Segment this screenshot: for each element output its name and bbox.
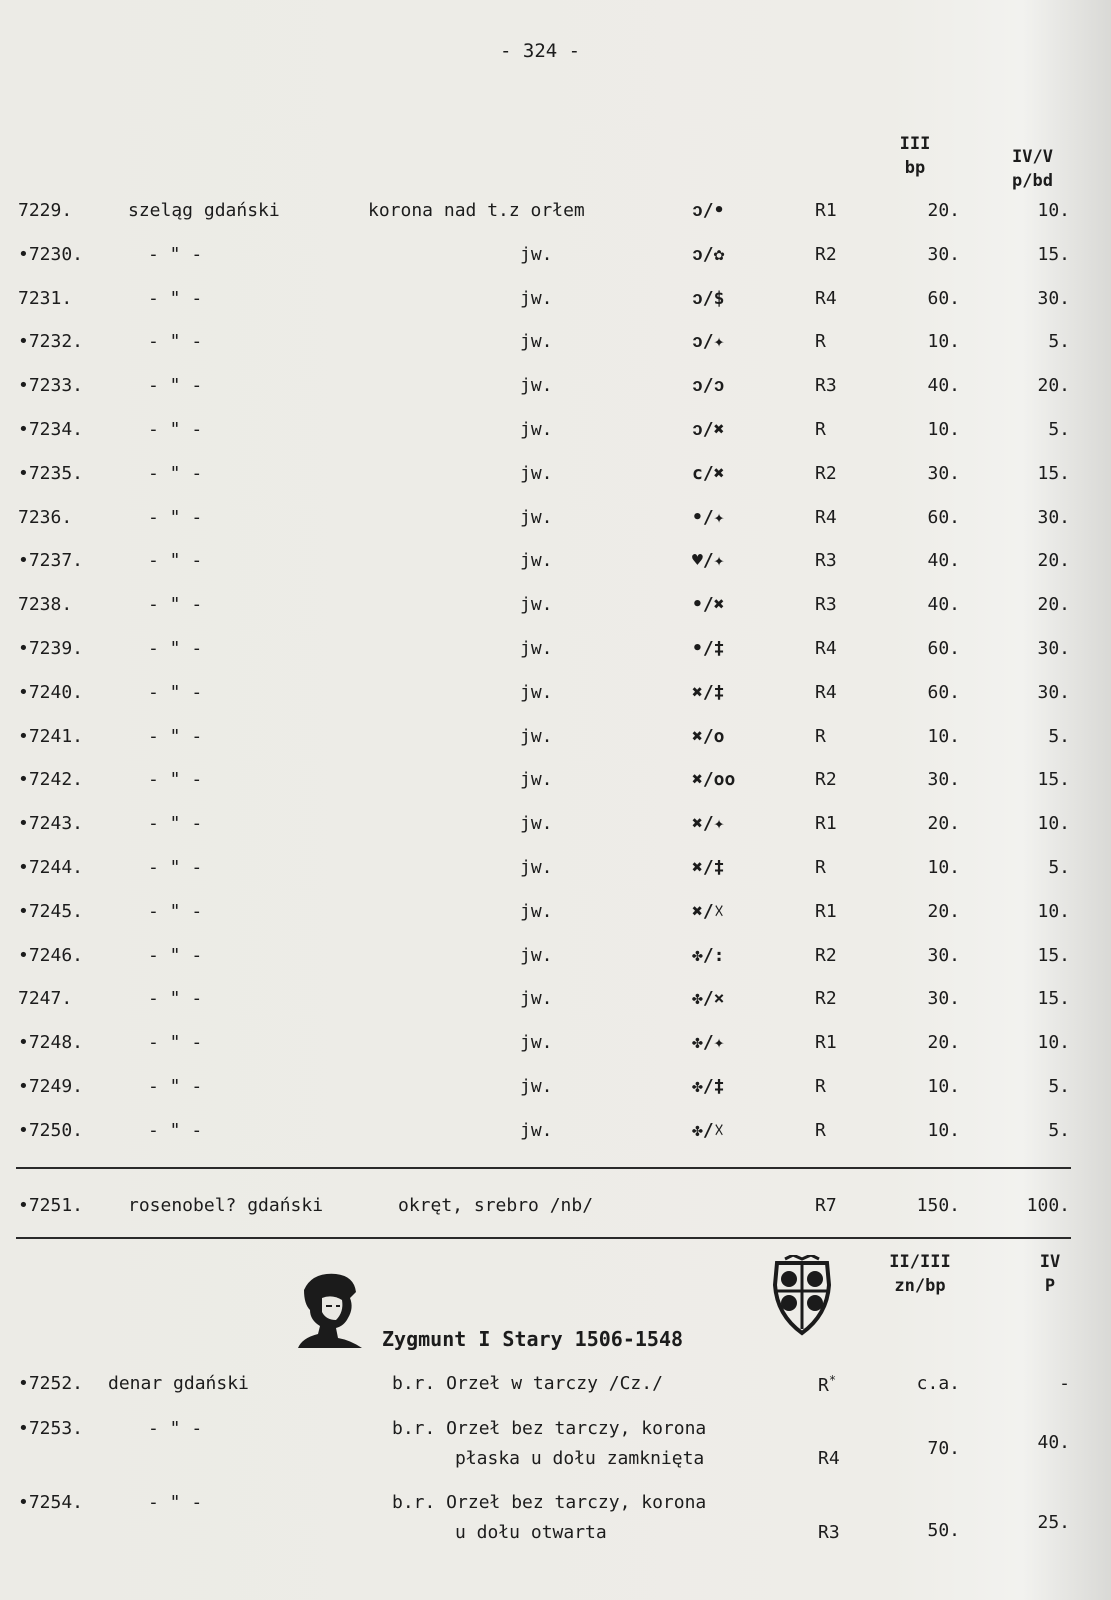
rarity: R [815,725,826,747]
value-iv-v: 30. [1037,506,1070,528]
entry-description: jw. [520,681,553,703]
entry-description: okręt, srebro /nb/ [398,1195,594,1216]
col-header-iv-top: IV [1039,1252,1061,1272]
entry-number: •7251. [18,1195,84,1216]
rarity: R2 [815,462,837,484]
entry-number: •7237. [18,550,84,572]
entry-description: jw. [520,988,553,1010]
table-row [0,901,1111,941]
mint-mark: ✤/× [692,988,725,1010]
entry-name: - " - [148,331,203,353]
entry-name: - " - [148,1418,203,1439]
value-iv-v: 15. [1037,243,1070,265]
entry-name: - " - [148,638,203,659]
mint-mark: ✤/: [692,944,725,966]
value-iii: 10. [927,1119,960,1141]
mint-mark: ✖/‡ [692,857,725,878]
value-iv-v: 10. [1037,1032,1070,1054]
entry-name: - " - [148,594,203,616]
mint-mark: ✤/‡ [692,1076,725,1097]
mint-mark: c/✖ [692,462,725,484]
table-row [0,331,1111,371]
entry-name: - " - [148,1032,203,1054]
mint-mark: •/‡ [692,638,725,659]
col-header-iv-v-top: IV/V [1012,147,1053,167]
value-iii: 60. [927,681,960,703]
table-row-7251 [0,1195,1111,1235]
entry-number: •7252. [18,1373,84,1394]
entry-description-continued: płaska u dołu zamknięta [455,1448,705,1469]
table-row [0,1032,1111,1072]
value-iii: 40. [927,375,960,397]
entry-number: •7242. [18,769,84,791]
entry-number: •7233. [18,375,84,397]
entry-number: •7239. [18,638,84,659]
table-row [0,988,1111,1028]
mint-mark: ✖/✦ [692,813,725,835]
value-iv-v: 20. [1037,594,1070,616]
entry-description: jw. [520,331,553,353]
entry-number: •7246. [18,944,84,966]
value-iv-v: 20. [1037,550,1070,572]
entry-number: •7253. [18,1418,84,1439]
entry-description-continued: u dołu otwarta [455,1522,607,1543]
col-header-iii-top: III [899,134,931,154]
table-row [0,463,1111,503]
value-iv: - [1059,1373,1070,1394]
entry-number: •7240. [18,681,84,703]
value-ii-iii: c.a. [916,1373,960,1394]
rarity: R1 [815,900,837,922]
value-iv-v: 10. [1037,813,1070,835]
mint-mark: ↄ/✿ [692,243,725,265]
coat-of-arms-icon [767,1255,837,1337]
entry-name: - " - [148,988,203,1010]
rarity: R7 [815,1195,837,1216]
value-iv-v: 5. [1048,419,1070,440]
value-iii: 10. [927,331,960,353]
entry-description: jw. [520,725,553,747]
entry-number: •7235. [18,462,84,484]
value-iii: 40. [927,594,960,616]
value-iv-v: 15. [1037,944,1070,966]
value-iv-v: 5. [1048,1076,1070,1097]
value-iv-v: 30. [1037,287,1070,309]
divider-rule [16,1167,1071,1169]
entry-description: jw. [520,1119,553,1141]
entry-name: - " - [148,1119,203,1141]
entry-description: jw. [520,813,553,835]
value-iv-v: 20. [1037,375,1070,397]
table-row [0,594,1111,634]
value-iii: 10. [927,419,960,440]
value-iv-v: 5. [1048,331,1070,353]
value-iii: 20. [927,900,960,922]
mint-mark: ↄ/• [692,200,725,221]
mint-mark: ✖/‡ [692,681,725,703]
entry-description: jw. [520,1032,553,1054]
entry-name: szeląg gdański [128,200,280,221]
entry-number: •7243. [18,813,84,835]
rarity: R3 [815,594,837,616]
value-iii: 30. [927,769,960,791]
value-iii: 60. [927,638,960,659]
value-iv-v: 15. [1037,769,1070,791]
entry-description: jw. [520,419,553,440]
entry-name: - " - [148,243,203,265]
rarity-letter: R [818,1375,829,1396]
value-iii: 30. [927,462,960,484]
mint-mark: ↄ/✦ [692,331,725,353]
mint-mark: ✖/o [692,725,725,747]
value-iii: 10. [927,857,960,878]
page-number: - 324 - [500,40,581,62]
table-row [0,507,1111,547]
entry-number: •7245. [18,900,84,922]
mint-mark: ✤/✦ [692,1032,725,1054]
rarity: R4 [818,1448,840,1469]
entry-number: •7241. [18,725,84,747]
value-iii: 20. [927,1032,960,1054]
value-iii: 30. [927,243,960,265]
entry-number: 7229. [18,200,73,221]
entry-name: rosenobel? gdański [128,1195,324,1216]
col-header-ii-iii-bottom: zn/bp [894,1276,946,1296]
value-iii: 60. [927,506,960,528]
entry-description: b.r. Orzeł w tarczy /Cz./ [392,1373,663,1394]
col-header-iv [1030,1250,1070,1298]
value-iii: 20. [927,813,960,835]
rarity: R3 [815,375,837,397]
entry-description: b.r. Orzeł bez tarczy, korona [392,1418,707,1439]
value-iv: 40. [1037,1432,1070,1453]
king-portrait-icon [292,1268,368,1350]
entry-number: •7232. [18,331,84,353]
col-header-iv-v [995,145,1070,193]
entry-number: 7238. [18,594,73,616]
entry-description: b.r. Orzeł bez tarczy, korona [392,1492,707,1513]
entry-description: jw. [520,900,553,922]
value-iv-v: 5. [1048,1119,1070,1141]
entry-number: 7247. [18,988,73,1010]
mint-mark: ↄ/✖ [692,419,725,440]
entry-description: jw. [520,462,553,484]
entry-description: jw. [520,857,553,878]
mint-mark: ↄ/$ [692,287,725,309]
entry-name: denar gdański [108,1373,249,1394]
table-row [0,726,1111,766]
value-iii: 150. [916,1195,960,1216]
entry-number: •7249. [18,1076,84,1097]
mint-mark: ↄ/ↄ [692,375,725,397]
entry-name: - " - [148,419,203,440]
entry-description: jw. [520,506,553,528]
entry-description: jw. [520,375,553,397]
rarity: R4 [815,638,837,659]
section-title: Zygmunt I Stary 1506-1548 [382,1327,684,1351]
table-row [0,857,1111,897]
value-iv: 25. [1037,1512,1070,1533]
table-row [0,1120,1111,1160]
entry-name: - " - [148,900,203,922]
col-header-iv-v-bottom: p/bd [1012,171,1053,191]
table-row [0,244,1111,284]
value-iv-v: 30. [1037,638,1070,659]
table-row-7253 [0,1418,1111,1478]
col-header-iv-bottom: P [1044,1276,1056,1296]
value-iv-v: 5. [1048,857,1070,878]
rarity [818,1373,836,1396]
rarity: R2 [815,769,837,791]
mint-mark: ♥/✦ [692,550,725,572]
rarity: R3 [815,550,837,572]
value-iv-v: 100. [1026,1195,1070,1216]
value-iii: 30. [927,944,960,966]
table-row [0,288,1111,328]
entry-description: jw. [520,944,553,966]
rarity: R3 [818,1522,840,1543]
rarity: R1 [815,813,837,835]
entry-name: - " - [148,506,203,528]
entry-name: - " - [148,857,203,878]
rarity: R1 [815,200,837,221]
mint-mark: •/✦ [692,506,725,528]
rarity: R [815,1119,826,1141]
value-iii: 10. [927,725,960,747]
mint-mark: ✖/oo [692,769,736,791]
value-iii: 60. [927,287,960,309]
col-header-ii-iii-top: II/III [889,1252,951,1272]
table-row [0,638,1111,678]
entry-number: •7250. [18,1119,84,1141]
mint-mark: •/✖ [692,594,725,616]
entry-number: •7234. [18,419,84,440]
entry-description: jw. [520,243,553,265]
table-row [0,769,1111,809]
table-row [0,945,1111,985]
table-row-7252 [0,1373,1111,1413]
col-header-iii-bottom: bp [904,158,926,178]
value-iii: 10. [927,1076,960,1097]
entry-name: - " - [148,944,203,966]
rarity: R [815,419,826,440]
divider-rule [16,1237,1071,1239]
rarity-superscript: * [828,1373,837,1387]
entry-description: jw. [520,638,553,659]
rarity: R [815,857,826,878]
entry-number: 7231. [18,287,73,309]
value-iii: 40. [927,550,960,572]
rarity: R2 [815,988,837,1010]
entry-number: •7248. [18,1032,84,1054]
rarity: R2 [815,944,837,966]
entry-name: - " - [148,287,203,309]
table-row [0,550,1111,590]
value-iv-v: 15. [1037,988,1070,1010]
value-iii: 30. [927,988,960,1010]
mint-mark: ✖/☓ [692,900,725,922]
rarity: R1 [815,1032,837,1054]
entry-name: - " - [148,375,203,397]
table-row-7254 [0,1492,1111,1552]
rarity: R4 [815,287,837,309]
table-row [0,813,1111,853]
entry-name: - " - [148,725,203,747]
entry-number: •7230. [18,243,84,265]
rarity: R4 [815,506,837,528]
value-iv-v: 30. [1037,681,1070,703]
table-row [0,419,1111,459]
rarity: R [815,1076,826,1097]
entry-number: •7254. [18,1492,84,1513]
table-row [0,200,1111,240]
entry-description: jw. [520,769,553,791]
mint-mark: ✤/☓ [692,1119,725,1141]
entry-description: korona nad t.z orłem [368,200,585,221]
value-iii: 20. [927,200,960,221]
table-row [0,1076,1111,1116]
value-ii-iii: 70. [927,1438,960,1459]
rarity: R2 [815,243,837,265]
col-header-ii-iii [880,1250,960,1298]
table-row [0,375,1111,415]
entry-name: - " - [148,462,203,484]
rarity: R [815,331,826,353]
value-iv-v: 15. [1037,462,1070,484]
entry-description: jw. [520,594,553,616]
entry-description: jw. [520,550,553,572]
value-ii-iii: 50. [927,1520,960,1541]
table-row [0,682,1111,722]
entry-number: 7236. [18,506,73,528]
entry-name: - " - [148,1492,203,1513]
rarity: R4 [815,681,837,703]
entry-name: - " - [148,1076,203,1097]
value-iv-v: 5. [1048,725,1070,747]
entry-name: - " - [148,681,203,703]
entry-description: jw. [520,287,553,309]
value-iv-v: 10. [1037,900,1070,922]
entry-name: - " - [148,769,203,791]
entry-description: jw. [520,1076,553,1097]
entry-name: - " - [148,550,203,572]
col-header-iii [880,132,950,180]
entry-number: •7244. [18,857,84,878]
entry-name: - " - [148,813,203,835]
value-iv-v: 10. [1037,200,1070,221]
